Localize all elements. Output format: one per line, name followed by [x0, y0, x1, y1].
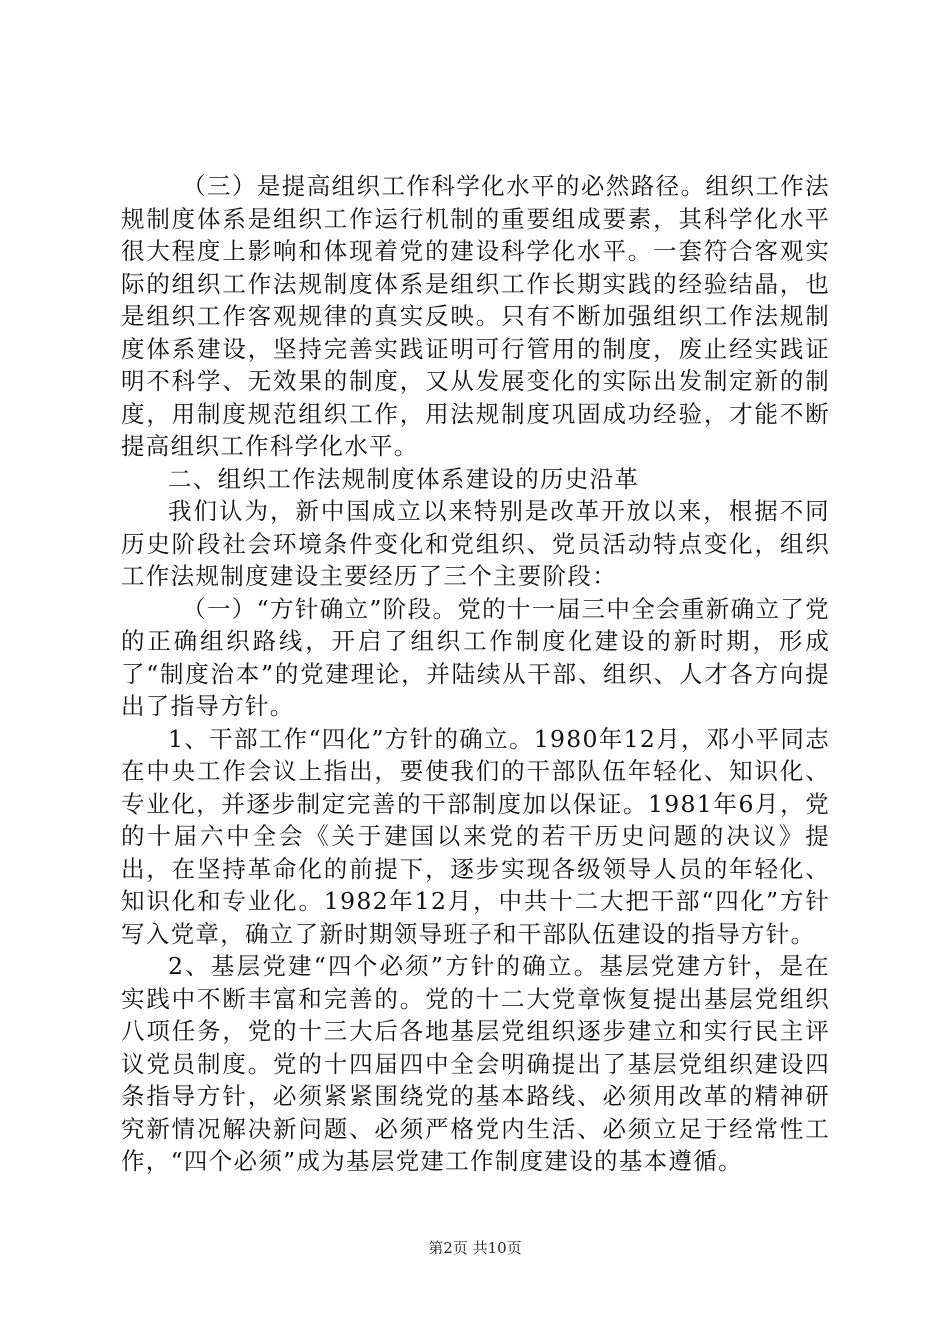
paragraph-stages-intro: 我们认为，新中国成立以来特别是改革开放以来，根据不同历史阶段社会环境条件变化和党组织、党员活动特点变化，组织工作法规制度建设主要经历了三个主要阶段：: [121, 497, 830, 590]
paragraph-cadre-policy: 1、干部工作“四化”方针的确立。1980年12月，邓小平同志在中央工作会议上指出，要使我们的干部队伍年轻化、知识化、专业化，并逐步制定完善的干部制度加以保证。1981年6月，党的十届六中全会《关于建国以来党的若干历史问题的决议》提出，在坚持革命化的前提下，逐步实现各级领导人员的年轻化、知识化和专业化。1982年12月，中共十二大把干部“四化”方针写入党章，确立了新时期领导班子和干部队伍建设的指导方针。: [121, 724, 830, 948]
document-body: [121, 170, 830, 1178]
section-heading-history: 二、组织工作法规制度体系建设的历史沿革: [168, 464, 640, 493]
paragraph-section-three: （三）是提高组织工作科学化水平的必然路径。组织工作法规制度体系是组织工作运行机制的重要组成要素，其科学化水平很大程度上影响和体现着党的建设科学化水平。一套符合客观实际的组织工作法规制度体系是组织工作长期实践的经验结晶，也是组织工作客观规律的真实反映。只有不断加强组织工作法规制度体系建设，坚持完善实践证明可行管用的制度，废止经实践证明不科学、无效果的制度，又从发展变化的实际出发制定新的制度，用制度规范组织工作，用法规制度巩固成功经验，才能不断提高组织工作科学化水平。: [121, 172, 830, 460]
page-number-footer: 第2页 共10页: [428, 1239, 522, 1257]
paragraph-stage-one: （一）“方针确立”阶段。党的十一届三中全会重新确立了党的正确组织路线，开启了组织工作制度化建设的新时期，形成了“制度治本”的党建理论，并陆续从干部、组织、人才各方向提出了指导方针。: [121, 594, 830, 720]
paragraph-grassroots-policy: 2、基层党建“四个必须”方针的确立。基层党建方针，是在实践中不断丰富和完善的。党的十二大党章恢复提出基层党组织八项任务，党的十三大后各地基层党组织逐步建立和实行民主评议党员制度。党的十四届四中全会明确提出了基层党组织建设四条指导方针，必须紧紧围绕党的基本路线、必须用改革的精神研究新情况解决新问题、必须严格党内生活、必须立足于经常性工作，“四个必须”成为基层党建工作制度建设的基本遵循。: [121, 952, 830, 1175]
